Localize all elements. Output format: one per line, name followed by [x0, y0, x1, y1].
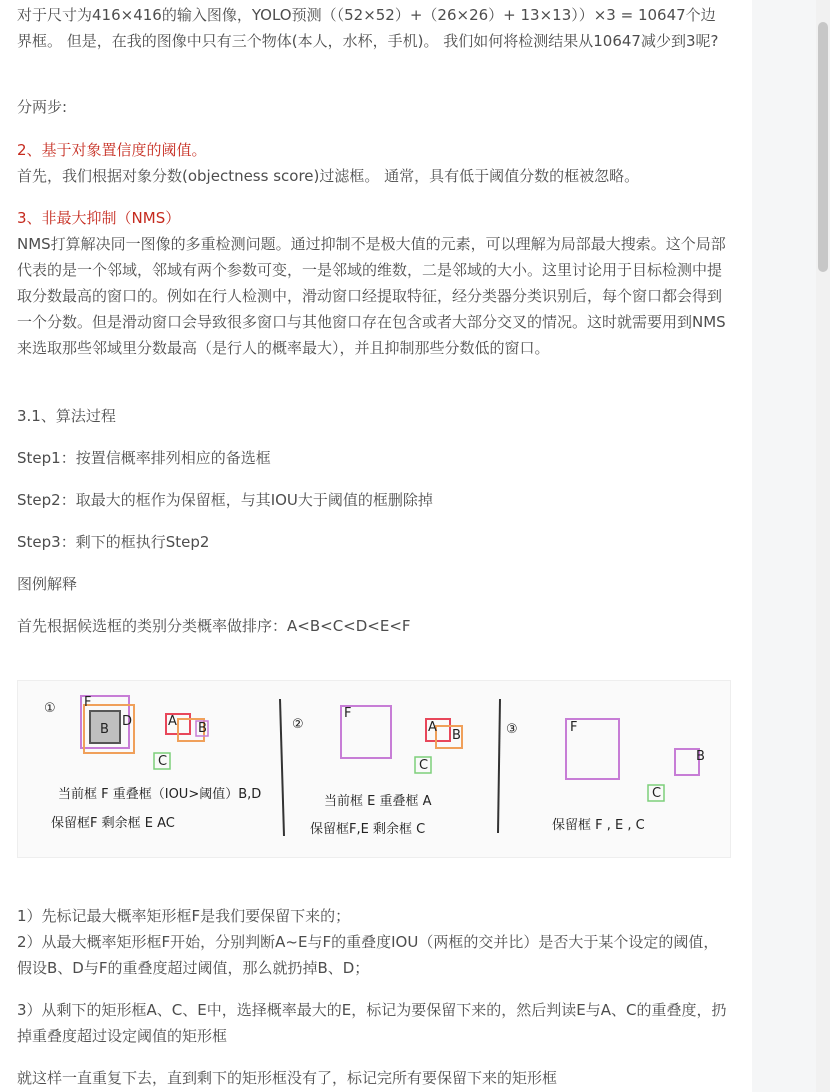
step3-text: NMS打算解决同一图像的多重检测问题。通过抑制不是极大值的元素，可以理解为局部最大搜索。这个局部代表的是一个邻域，邻域有两个参数可变，一是邻域的维数，二是邻域的大小。这里讨论用于目标检测中提取分数最高的窗口的。例如在行人检测中，滑动窗口经提取特征，经分类器分类识别后，每个窗口都会得到一个分数。但是滑动窗口会导致很多窗口与其他窗口存在包含或者大部分交叉的情况。这时就需要用到NMS来选取那些邻域里分数最高（是行人的概率最大），并且抑制那些分数低的窗口。 — [17, 235, 726, 357]
panel1-label-D: D — [122, 714, 133, 729]
panel1-number: ① — [44, 701, 56, 716]
list-item-3: 3）从剩下的矩形框A、C、E中，选择概率最大的E，标记为要保留下来的，然后判读E与A、C的重叠度，扔掉重叠度超过设定阈值的矩形框 — [17, 1001, 727, 1045]
algo-step3: Step3：剩下的框执行Step2 — [17, 533, 210, 551]
step2-heading: 2、基于对象置信度的阈值。 — [17, 141, 207, 159]
legend-heading: 图例解释 — [17, 575, 78, 593]
panel3-caption-line1: 保留框 F , E , C — [552, 818, 645, 833]
panel1-label-B: B — [100, 722, 109, 737]
algo-step1: Step1：按置信概率排列相应的备选框 — [17, 449, 271, 467]
two-steps-text: 分两步: — [17, 98, 68, 116]
intro-paragraph: 对于尺寸为416×416的输入图像，YOLO预测（（52×52）+（26×26）+ 13×13））×3 = 10647个边界框。 但是，在我的图像中只有三个物体(本人，水杯，手机)。 我们如何将检测结果从10647减少到3呢? — [17, 6, 719, 50]
panel3-label-F: F — [570, 720, 578, 735]
panel1-label-C: C — [158, 754, 168, 769]
panel1-caption-line1: 当前框 F 重叠框（IOU>阈值）B,D — [58, 787, 262, 802]
panel1-label-B2: B — [198, 721, 207, 736]
panel1-label-A: A — [168, 714, 177, 729]
panel2-label-C: C — [419, 758, 429, 773]
panel2-number: ② — [292, 717, 304, 732]
panel3-label-B: B — [696, 749, 705, 764]
nms-illustration-figure — [17, 680, 731, 858]
panel-divider-2 — [498, 699, 500, 833]
algo-heading: 3.1、算法过程 — [17, 407, 116, 425]
panel1-label-F: F — [84, 695, 92, 710]
panel2-caption-line1: 当前框 E 重叠框 A — [324, 794, 432, 809]
list-item-2: 2）从最大概率矩形框F开始，分别判断A~E与F的重叠度IOU（两框的交并比）是否大于某个设定的阈值，假设B、D与F的重叠度超过阈值，那么就扔掉B、D； — [17, 933, 719, 977]
nms-illustration-svg — [18, 681, 730, 857]
panel-divider-1 — [280, 699, 284, 836]
panel2-caption-line2: 保留框F,E 剩余框 C — [310, 822, 426, 837]
panel2-label-A: A — [428, 720, 437, 735]
panel2-label-F: F — [344, 706, 352, 721]
sort-text: 首先根据候选框的类别分类概率做排序：A<B<C<D<E<F — [17, 617, 411, 635]
panel3-number: ③ — [506, 722, 518, 737]
panel2-label-B: B — [452, 728, 461, 743]
final-text: 就这样一直重复下去，直到剩下的矩形框没有了，标记完所有要保留下来的矩形框 — [17, 1069, 558, 1087]
algo-step2: Step2：取最大的框作为保留框，与其IOU大于阈值的框删除掉 — [17, 491, 433, 509]
list-item-1: 1）先标记最大概率矩形框F是我们要保留下来的； — [17, 907, 351, 925]
panel1-caption-line2: 保留框F 剩余框 E AC — [51, 816, 175, 831]
step2-text: 首先，我们根据对象分数(objectness score)过滤框。 通常，具有低于阈值分数的框被忽略。 — [17, 167, 640, 185]
panel3-label-C: C — [652, 786, 662, 801]
step3-heading: 3、非最大抑制（NMS） — [17, 209, 181, 227]
scrollbar-thumb[interactable] — [818, 22, 828, 272]
